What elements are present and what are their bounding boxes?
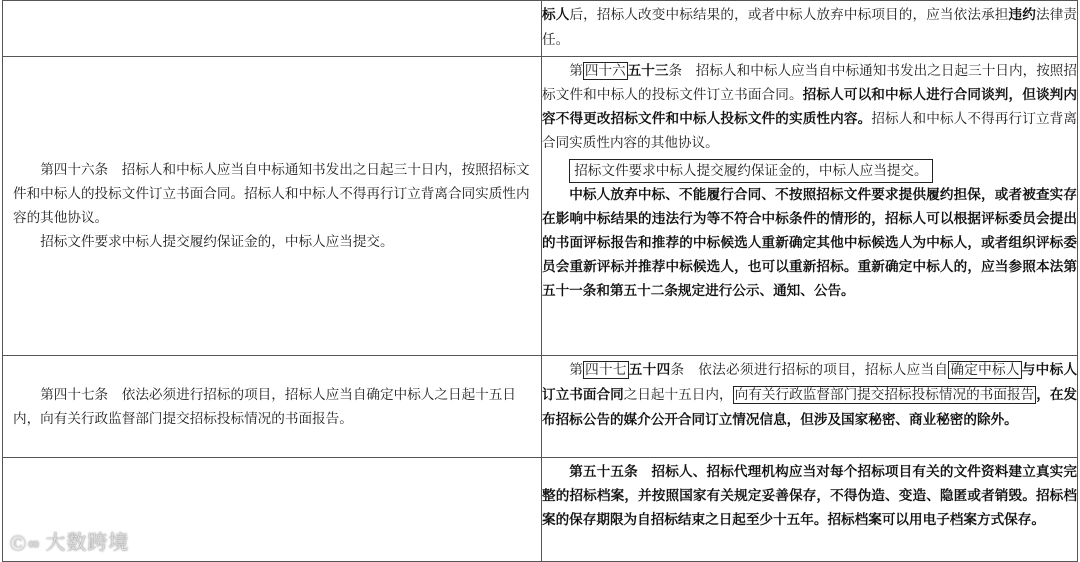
boxed-text: 向有关行政监督部门提交招标投标情况的书面报告 (734, 387, 1035, 403)
new-text-cell (542, 57, 1078, 356)
bold-text: 招标人可以和中标人进行合同谈判，但谈判内容不得更改招标文件和中标人投标文件的实质性内容。 (542, 87, 1077, 127)
old-article-47: 第四十七条 依法必须进行招标的项目，招标人应当自确定中标人之日起十五日内，向有关行政监督部门提交招标投标情况的书面报告。 (13, 386, 516, 427)
new-article-54 (542, 358, 1077, 433)
old-text-cell (3, 57, 542, 356)
new-paragraph (542, 1, 1077, 53)
comparison-table (2, 0, 1078, 562)
table-row (3, 356, 1078, 458)
table-row (3, 57, 1078, 356)
text-run: 招标人和中标人不得再行订立背离合同实质性内容的其他协议。 (542, 111, 1078, 151)
boxed-text: 确定中标人 (950, 362, 1020, 378)
new-text-cell (542, 458, 1078, 562)
text-run: 第 (569, 362, 584, 378)
bold-text: 标人 (542, 7, 570, 23)
bold-text: 五十四 (628, 362, 671, 378)
text-run: 后，招标人改变中标结果的，或者中标人放弃中标项目的，应当依法承担 (569, 7, 1009, 23)
new-article-53-forfeit: 中标人放弃中标、不能履行合同、不按照招标文件要求提供履约担保，或者被查实存在影响中标结果的违法行为等不符合中标条件的情形的，招标人可以根据评标委员会提出的书面评标报告和推荐的中标候选人重新确定其他中标候选人为中标人，或者组织评标委员会重新评标并推荐中标候选人，也可以重新招标。重新确定中标人的，应当参照本法第五十一条和第五十二条规定进行公示、通知、公告。 (542, 187, 1077, 299)
new-article-53-deposit (542, 159, 1077, 183)
table-row (3, 458, 1078, 562)
new-article-53 (542, 59, 1077, 155)
text-run: 条 招标人和中标人应当自中标通知书发出之日起三十日内，按照招标文件和中标人的投标文件订立书面合同。 (542, 63, 1078, 103)
text-run: 第 (569, 63, 583, 79)
boxed-text: 四十六 (584, 63, 626, 79)
old-article-46-deposit: 招标文件要求中标人提交履约保证金的，中标人应当提交。 (40, 234, 394, 250)
text-run: 条 依法必须进行招标的项目，招标人应当自 (670, 362, 949, 378)
bold-text: 违约 (1008, 7, 1036, 23)
watermark (10, 526, 129, 555)
old-article-46: 第四十六条 招标人和中标人应当自中标通知书发出之日起三十日内，按照招标文件和中标人的投标文件订立书面合同。招标人和中标人不得再行订立背离合同实质性内容的其他协议。 (13, 162, 530, 226)
bold-text: 与中标人订立书面合同 (542, 362, 1078, 403)
new-text-cell (542, 356, 1078, 458)
bold-text: 第五十五条 招标人、招标代理机构应当对每个招标项目有关的文件资料建立真实完整的招标档案，并按照国家有关规定妥善保存，不得伪造、变造、隐匿或者销毁。招标档案的保存期限为自招标结束之日起至少十五年。招标档案可以用电子档案方式保存。 (542, 464, 1077, 528)
old-text-cell (3, 356, 542, 458)
new-text-cell (542, 1, 1078, 57)
bold-text: ，在发布招标公告的媒介公开合同订立情况信息，但涉及国家秘密、商业秘密的除外。 (542, 387, 1078, 428)
bold-text: 五十三 (627, 63, 669, 79)
boxed-text: 四十七 (585, 362, 627, 378)
text-run: 法律责任。 (542, 7, 1078, 48)
table-row (3, 1, 1078, 57)
old-text-cell (3, 1, 542, 57)
highlight-box: 招标文件要求中标人提交履约保证金的，中标人应当提交。 (569, 159, 932, 183)
new-article-55 (542, 460, 1077, 532)
watermark-text: 大数跨境 (45, 530, 130, 554)
text-run: 之日起十五日内， (623, 387, 733, 403)
watermark-logo-icon: Ⓒ∞ (10, 534, 42, 553)
